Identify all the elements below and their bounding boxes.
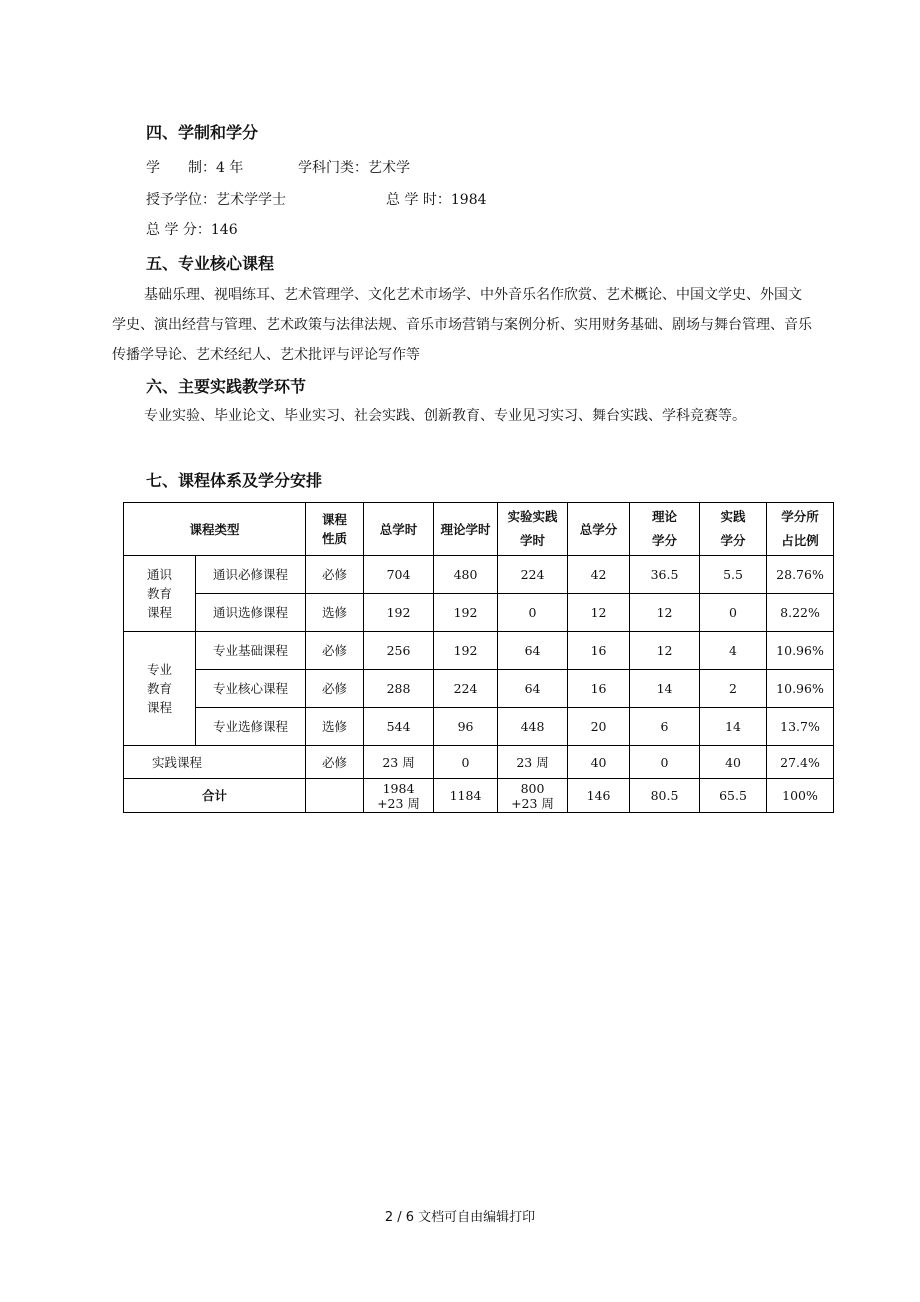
cell-name: 通识必修课程 [196,556,306,594]
core-courses-text: 基础乐理、视唱练耳、艺术管理学、文化艺术市场学、中外音乐名作欣赏、艺术概论、中国文学史、外国文学史、演出经营与管理、艺术政策与法律法规、音乐市场营销与案例分析、实用财务基础、剧场与舞台管理、音乐传播学导论、艺术经纪人、艺术批评与评论写作等 [112,287,812,363]
total-practice-hours-cell [498,779,568,813]
total-type [306,779,364,813]
cell-practice-credits: 4 [700,632,767,670]
cell-practice-hours: 448 [498,708,568,746]
cell-credits: 42 [568,556,630,594]
cell-name: 专业核心课程 [196,670,306,708]
header-credit-ratio: 学分所占比例 [767,503,834,556]
table-row [124,556,834,594]
cell-practice-credits: 14 [700,708,767,746]
group-major: 专业教育课程 [124,632,196,746]
table-header [124,503,834,556]
total-practice-credits: 65.5 [700,779,767,813]
cell-type: 必修 [306,746,364,779]
header-practice-hours: 实验实践学时 [498,503,568,556]
cell-ratio: 13.7% [767,708,834,746]
cell-theory-hours: 192 [434,594,498,632]
cell-name: 实践课程 [124,746,306,779]
cell-ratio: 10.96% [767,670,834,708]
cell-name: 专业选修课程 [196,708,306,746]
total-hours-line2: +23 周 [377,795,420,811]
total-hours-line1: 1984 [382,780,415,796]
header-total-credits: 总学分 [568,503,630,556]
cell-type: 选修 [306,594,364,632]
header-course-type: 课程类型 [124,503,306,556]
cell-theory-hours: 192 [434,632,498,670]
section7-heading: 七、课程体系及学分安排 [146,471,323,490]
total-theory-credits: 80.5 [630,779,700,813]
header-practice-credits: 实践学分 [700,503,767,556]
cell-hours: 23 周 [364,746,434,779]
cell-credits: 12 [568,594,630,632]
total-practice-line2: +23 周 [511,795,554,811]
cell-hours: 256 [364,632,434,670]
cell-practice-hours: 0 [498,594,568,632]
cell-credits: 20 [568,708,630,746]
cell-hours: 704 [364,556,434,594]
cell-practice-credits: 0 [700,594,767,632]
section6-heading: 六、主要实践教学环节 [146,377,307,396]
group-general: 通识教育课程 [124,556,196,632]
cell-theory-hours: 224 [434,670,498,708]
total-ratio: 100% [767,779,834,813]
cell-practice-hours: 23 周 [498,746,568,779]
page-footer: 2 / 6 文档可自由编辑打印 [384,1210,536,1225]
cell-ratio: 8.22% [767,594,834,632]
section4-heading: 四、学制和学分 [146,123,259,142]
total-hours: 总 学 时：1984 [386,192,487,208]
header-theory-hours: 理论学时 [434,503,498,556]
header-theory-credits: 理论学分 [630,503,700,556]
cell-ratio: 27.4% [767,746,834,779]
cell-type: 必修 [306,632,364,670]
total-hours-cell [364,779,434,813]
cell-theory-credits: 36.5 [630,556,700,594]
discipline: 学科门类：艺术学 [298,160,410,176]
cell-theory-hours: 480 [434,556,498,594]
cell-ratio: 10.96% [767,632,834,670]
duration: 学 制：4 年 [146,160,244,176]
cell-practice-hours: 64 [498,670,568,708]
cell-credits: 16 [568,632,630,670]
cell-hours: 192 [364,594,434,632]
degree: 授予学位：艺术学学士 [146,192,286,208]
cell-type: 必修 [306,556,364,594]
cell-practice-credits: 40 [700,746,767,779]
table-row [124,708,834,746]
table-total-row [124,779,834,813]
cell-theory-credits: 12 [630,594,700,632]
cell-type: 必修 [306,670,364,708]
cell-ratio: 28.76% [767,556,834,594]
cell-practice-hours: 224 [498,556,568,594]
cell-theory-credits: 0 [630,746,700,779]
cell-name: 通识选修课程 [196,594,306,632]
total-label: 合计 [124,779,306,813]
cell-practice-hours: 64 [498,632,568,670]
table-row [124,746,834,779]
cell-theory-hours: 96 [434,708,498,746]
cell-credits: 16 [568,670,630,708]
cell-hours: 288 [364,670,434,708]
cell-theory-hours: 0 [434,746,498,779]
section5-heading: 五、专业核心课程 [146,254,275,273]
cell-credits: 40 [568,746,630,779]
header-course-nature: 课程性质 [306,503,364,556]
total-credits: 146 [568,779,630,813]
cell-type: 选修 [306,708,364,746]
cell-practice-credits: 2 [700,670,767,708]
total-theory-hours: 1184 [434,779,498,813]
cell-name: 专业基础课程 [196,632,306,670]
cell-theory-credits: 12 [630,632,700,670]
total-practice-line1: 800 [520,780,545,796]
table-row [124,594,834,632]
header-total-hours: 总学时 [364,503,434,556]
cell-practice-credits: 5.5 [700,556,767,594]
credit-table [123,502,834,813]
cell-theory-credits: 14 [630,670,700,708]
cell-theory-credits: 6 [630,708,700,746]
practice-text: 专业实验、毕业论文、毕业实习、社会实践、创新教育、专业见习实习、舞台实践、学科竞赛等。 [144,408,746,424]
total-credits: 总 学 分：146 [146,222,238,238]
table-row [124,670,834,708]
table-row [124,632,834,670]
cell-hours: 544 [364,708,434,746]
